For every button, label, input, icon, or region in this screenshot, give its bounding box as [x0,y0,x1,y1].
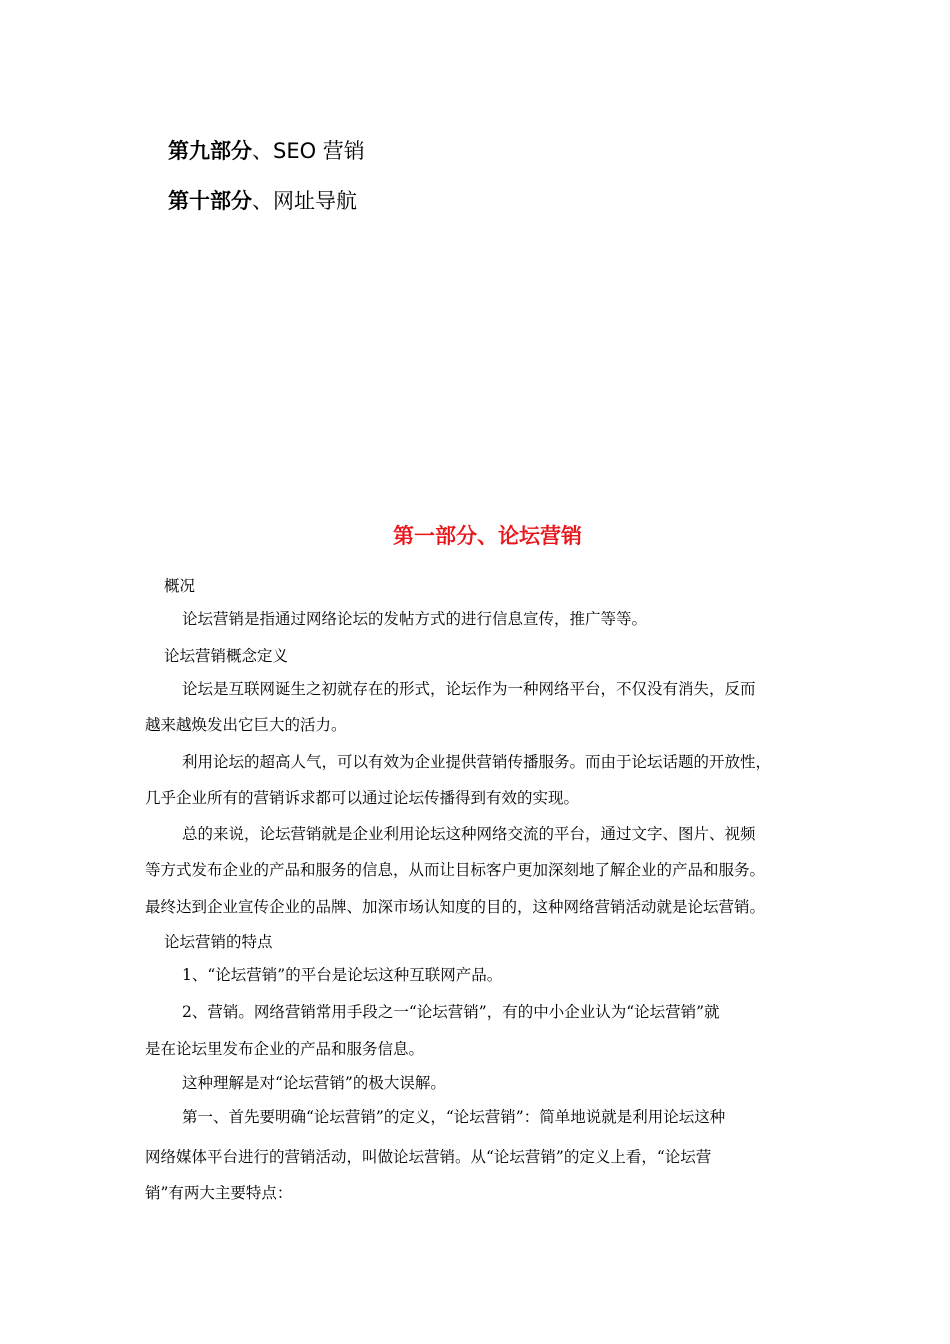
toc-item-10 [168,187,357,215]
toc-item-9 [168,137,365,165]
paragraph-line: 网络媒体平台进行的营销活动，叫做论坛营销。从“论坛营销”的定义上看，“论坛营 [145,1148,712,1166]
paragraph-line: 这种理解是对“论坛营销”的极大误解。 [182,1074,446,1092]
paragraph-line: 销”有两大主要特点： [145,1184,293,1202]
paragraph-line: 几乎企业所有的营销诉求都可以通过论坛传播得到有效的实现。 [145,789,580,807]
paragraph-line: 第一、首先要明确“论坛营销”的定义，“论坛营销”：简单地说就是利用论坛这种 [182,1108,726,1126]
toc-item-9-title: 、SEO 营销 [252,139,365,163]
paragraph-line: 1、“论坛营销”的平台是论坛这种互联网产品。 [182,966,503,984]
subheading-definition: 论坛营销概念定义 [164,647,289,665]
toc-item-10-title: 、网址导航 [252,189,357,213]
paragraph-line: 利用论坛的超高人气，可以有效为企业提供营销传播服务。而由于论坛话题的开放性， [182,753,772,771]
paragraph-line: 2、营销。网络营销常用手段之一“论坛营销”，有的中小企业认为“论坛营销”就 [182,1003,720,1021]
paragraph-line: 总的来说，论坛营销就是企业利用论坛这种网络交流的平台，通过文字、图片、视频 [182,825,756,843]
paragraph-line: 论坛营销是指通过网络论坛的发帖方式的进行信息宣传，推广等等。 [182,610,648,628]
paragraph-line: 最终达到企业宣传企业的品牌、加深市场认知度的目的，这种网络营销活动就是论坛营销。 [145,898,766,916]
subheading-overview: 概况 [164,577,196,595]
subheading-features: 论坛营销的特点 [164,933,273,951]
toc-item-9-number: 第九部分 [168,139,252,163]
paragraph-line: 越来越焕发出它巨大的活力。 [145,716,347,734]
paragraph-line: 等方式发布企业的产品和服务的信息，从而让目标客户更加深刻地了解企业的产品和服务。 [145,861,766,879]
toc-item-10-number: 第十部分 [168,189,252,213]
section-title: 第一部分、论坛营销 [393,524,582,548]
paragraph-line: 论坛是互联网诞生之初就存在的形式，论坛作为一种网络平台，不仅没有消失，反而 [182,680,756,698]
paragraph-line: 是在论坛里发布企业的产品和服务信息。 [145,1040,425,1058]
